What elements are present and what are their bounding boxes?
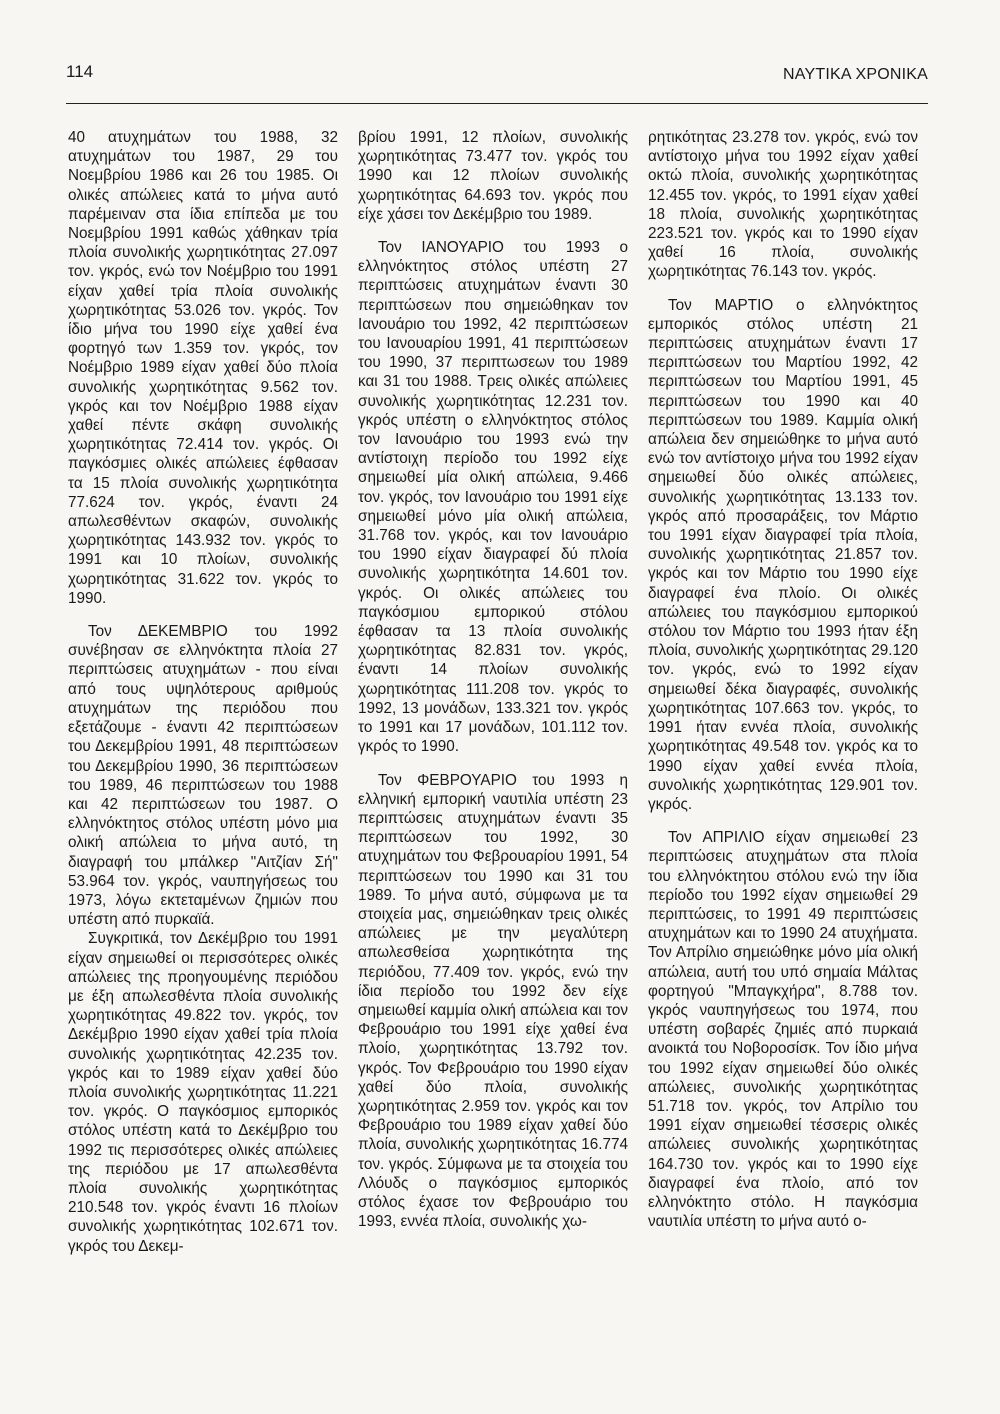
paragraph: ρητικότητας 23.278 τον. γκρός, ενώ τον αντίστοιχο μήνα του 1992 είχαν χαθεί οκτώ πλοία, συνολικής χωρητικότητας 12.455 τον. γκρός, το 1991 είχαν χαθεί 18 πλοία, συνολικής χωρητικότητας 223.521 τον. γκρός και το 1990 είχαν χαθεί 16 πλοία, συνολικής χωρητικότητας 76.143 τον. γκρός. xyxy=(648,129,918,281)
text-column-2 xyxy=(358,128,628,1368)
paragraph: Τον ΙΑΝΟΥΑΡΙΟ του 1993 ο ελληνόκτητος στόλος υπέστη 27 περιπτώσεις ατυχημάτων έναντι 30 περιπτώσεων που σημειώθηκαν τον Ιανουάριο του 1992, 42 περιπτώσεων του Ιανουαρίου 1991, 41 περιπτώσεων του 1990, 37 περιπτωσεων του 1989 και 31 του 1988. Τρεις ολικές απώλειες συνολικής χωρητικότητας 12.231 τον. γκρός υπέστη ο ελληνόκτητος στόλος τον Ιανουάριο του 1993 ενώ την αντίστοιχη περίοδο του 1992 είχε σημειωθεί μία ολική απώλεια, 9.466 τον. γκρός, τον Ιανουάριο του 1991 είχε σημειωθεί μόνο μία ολική απώλεια, 31.768 τον. γκρός, και τον Ιανουάριο του 1990 είχαν διαγραφεί δύ πλοία συνολικής χωρητικότητα 14.601 τον. γκρός. Οι ολικές απώλειες του παγκόσμιου εμπορικού στόλου έφθασαν τα 13 πλοία συνολικής χωρητικότητας 82.831 τον. γκρός, έναντι 14 πλοίων συνολικής χωρητικότητας 111.208 τον. γκρός το 1992, 13 μονάδων, 133.321 τον. γκρός το 1991 και 17 μονάδων, 101.112 τον. γκρός το 1990. xyxy=(358,239,628,756)
paragraph: Τον ΜΑΡΤΙΟ ο ελληνόκτητος εμπορικός στόλος υπέστη 21 περιπτώσεις ατυχημάτων έναντι 17 περιπτώσεων του Μαρτίου 1992, 42 περιπτώσεων του Μαρτίου 1991, 45 περιπτώσεων του 1990 και 40 περιπτώσεων του 1989. Καμμία ολική απώλεια δεν σημειώθηκε το μήνα αυτό ενώ τον αντίστοιχο μήνα του 1992 είχαν σημειωθεί δύο ολικές απώλειες, συνολικής χωρητικότητας 13.133 τον. γκρός από προσαράξεις, τον Μάρτιο του 1991 είχαν διαγραφεί τρία πλοία, συνολικής χωρητικότητας 21.857 τον. γκρός και τον Μάρτιο του 1990 είχε διαγραφεί ένα πλοίο. Οι ολικές απώλειες του παγκόσμιου εμπορικού στόλου τον Μάρτιο του 1993 ήταν έξη πλοία, συνολικής χωρητικότητας 29.120 τον. γκρός, ενώ το 1992 είχαν σημειωθεί δέκα διαγραφές, συνολικής χωρητικότητας 107.663 τον. γκρός, το 1991 ήταν εννέα πλοία, συνολικής χωρητικότητας 49.548 τον. γκρός κα το 1990 είχαν χαθεί εννέα πλοία, συνολικής χωρητικότητας 129.901 τον. γκρός. xyxy=(648,296,918,813)
paragraph: 40 ατυχημάτων του 1988, 32 ατυχημάτων του 1987, 29 του Νοεμβρίου 1986 και 26 του 1985. Οι ολικές απώλειες κατά το μήνα αυτό παρέμειναν στα ίδια επίπεδα με του Νοεμβρίου 1991 καθώς χάθηκαν τρία πλοία συνολικής χωρητικότητας 27.097 τον. γκρός, ενώ τον Νοέμβριο του 1991 είχαν χαθεί τρία πλοία συνολικής χωρητικότητας 53.026 τον. γκρός. Τον ίδιο μήνα του 1990 είχε χαθεί ένα φορτηγό των 1.359 τον. γκρός, τον Νοέμβριο 1989 είχαν χαθεί δύο πλοία συνολικής χωρητικότητας 9.562 τον. γκρός και τον Νοέμβριο 1988 είχαν χαθεί πέντε σκάφη συνολικής χωρητικότητας 72.414 τον. γκρός. Οι παγκόσμιες ολικές απώλειες έφθασαν τα 15 πλοία συνολικής χωρητικότητα 77.624 τον. γκρός, έναντι 24 απωλεσθέντων σκαφών, συνολικής χωρητικότητας 143.932 τον. γκρός το 1991 και 10 πλοίων, συνολικής χωρητικότητας 31.622 τον. γκρός το 1990. xyxy=(68,129,338,607)
paragraph: βρίου 1991, 12 πλοίων, συνολικής χωρητικότητας 73.477 τον. γκρός του 1990 και 12 πλοίων συνολικής χωρητικότητας 64.693 τον. γκρός που είχε χάσει τον Δεκέμβριο του 1989. xyxy=(358,129,628,223)
paragraph: Τον ΑΠΡΙΛΙΟ είχαν σημειωθεί 23 περιπτώσεις ατυχημάτων στα πλοία του ελληνόκτητου στόλου ενώ την ίδια περίοδο του 1992 είχαν σημειωθεί 29 περιπτώσεις, το 1991 49 περιπτώσεις ατυχημάτων και το 1990 24 ατυχήματα. Τον Απρίλιο σημειώθηκε μόνο μία ολική απώλεια, αυτή του υπό σημαία Μάλτας φορτηγού "Μπαγκχήρα", 8.788 τον. γκρός ναυπηγήσεως του 1974, που υπέστη σοβαρές ζημιές από πυρκαιά ανοικτά του Νοβοροσίσκ. Τον ίδιο μήνα του 1992 είχαν σημειωθεί δύο ολικές απώλειες, συνολικής χωρητικότητας 51.718 τον. γκρός, τον Απρίλιο του 1991 είχαν σημειωθεί τέσσερις ολικές απώλειες συνολικής χωρητικότητας 164.730 τον. γκρός και το 1990 είχε διαγραφεί ένα πλοίο, από τον ελληνόκτητο στόλο. Η παγκόσμια ναυτιλία υπέστη το μήνα αυτό ο- xyxy=(648,829,918,1231)
text-column-1 xyxy=(68,128,338,1368)
header-rule xyxy=(66,103,928,104)
paragraph: Τον ΔΕΚΕΜΒΡΙΟ του 1992 συνέβησαν σε ελληνόκτητα πλοία 27 περιπτώσεις ατυχημάτων - που είναι από τους υψηλότερους αριθμούς ατυχημάτων της περιόδου που εξετάζουμε - έναντι 42 περιπτώσεων του Δεκεμβρίου 1991, 48 περιπτώσεων του Δεκεμβρίου 1990, 36 περιπτώσεων του 1989, 46 περιπτώσεων του 1988 και 42 περιπτώσεων του 1987. Ο ελληνόκτητος στόλος υπέστη μόνο μια ολική απώλεια το μήνα αυτό, τη διαγραφή του μπάλκερ "Αιτζίαν Σή" 53.964 τον. γκρός, ναυπηγήσεως του 1973, λόγω εκτεταμένων ζημιών που υπέστη από πυρκαϊά. xyxy=(68,623,338,929)
running-head: ΝΑΥΤΙΚΑ ΧΡΟΝΙΚΑ xyxy=(783,66,928,83)
paragraph: Συγκριτικά, τον Δεκέμβριο του 1991 είχαν σημειωθεί οι περισσότερες ολικές απώλειες της προηγουμένης περιόδου με έξη απωλεσθέντα πλοία συνολικής χωρητικότητας 49.822 τον. γκρός, τον Δεκέμβριο 1990 είχαν χαθεί τρία πλοία συνολικής χωρητικότητας 42.235 τον. γκρός και το 1989 είχαν χαθεί δύο πλοία συνολικής χωρητικότητας 11.221 τον. γκρός. Ο παγκόσμιος εμπορικός στόλος υπέστη κατά το Δεκέμβριο του 1992 τις περισσότερες ολικές απώλειες της περιόδου με 17 απωλεσθέντα πλοία συνολικής χωρητικότητας 210.548 τον. γκρός έναντι 16 πλοίων συνολικής χωρητικότητας 102.671 τον. γκρός του Δεκεμ- xyxy=(68,930,338,1255)
paragraph: Τον ΦΕΒΡΟΥΑΡΙΟ του 1993 η ελληνική εμπορική ναυτιλία υπέστη 23 περιπτώσεις ατυχημάτων έναντι 35 περιπτώσεων του 1992, 30 ατυχημάτων του Φεβρουαρίου 1991, 54 περιπτώσεων του 1990 και 31 του 1989. Το μήνα αυτό, σύμφωνα με τα στοιχεία μας, σημειώθηκαν τρεις ολικές απώλειες με την μεγαλύτερη απωλεσθείσα χωρητικότητα της περιόδου, 77.409 τον. γκρός, ενώ την ίδια περίοδο του 1992 δεν είχε σημειωθεί καμμία ολική απώλεια και τον Φεβρουάριο του 1991 είχε χαθεί ένα πλοίο, χωρητικότητας 13.792 τον. γκρός. Τον Φεβρουάριο του 1990 είχαν χαθεί δύο πλοία, συνολικής χωρητικότητας 2.959 τον. γκρός και τον Φεβρουάριο του 1989 είχαν χαθεί δύο πλοία, συνολικής χωρητικότητας 16.774 τον. γκρός. Σύμφωνα με τα στοιχεία του Λλόυδς ο παγκόσμιος εμπορικός στόλος έχασε τον Φεβρουάριο του 1993, εννέα πλοία, συνολικής χω- xyxy=(358,771,628,1231)
text-column-3 xyxy=(648,128,918,1368)
page-number: 114 xyxy=(66,62,94,81)
